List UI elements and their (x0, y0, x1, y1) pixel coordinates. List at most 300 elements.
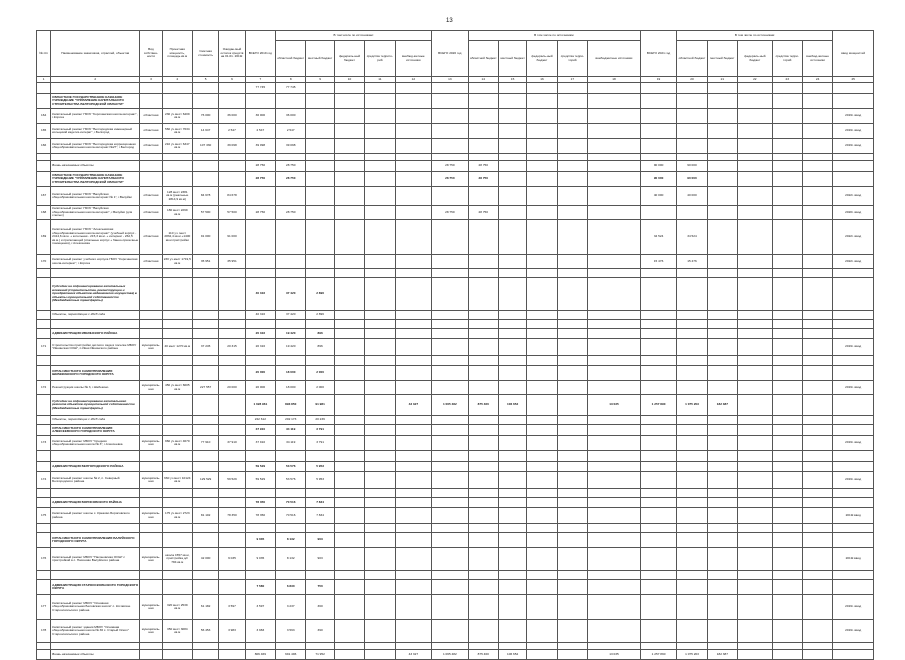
value-cell (498, 154, 526, 161)
object-name-cell: Вновь начинаемые объекты (51, 161, 140, 172)
row-number-cell (37, 83, 51, 94)
value-cell (306, 172, 334, 187)
value-cell (162, 451, 192, 462)
table-row (37, 381, 874, 395)
value-cell (276, 154, 306, 161)
value-cell (802, 339, 832, 356)
value-cell (334, 311, 364, 320)
value-cell (640, 206, 676, 220)
value-cell (588, 524, 641, 533)
table-row (37, 320, 874, 329)
value-cell (677, 498, 707, 508)
value-cell: 3 791 (306, 436, 334, 451)
value-cell (140, 489, 162, 498)
value-cell: 15 476 (677, 255, 707, 269)
value-cell (306, 356, 334, 366)
value-cell: 91 000 (192, 220, 218, 255)
value-cell: 7 580 (245, 580, 275, 595)
value-cell (395, 109, 432, 124)
col-header: внебюд-жетные источники (395, 41, 432, 77)
value-cell (802, 650, 832, 660)
value-cell (140, 154, 162, 161)
value-cell: муниципаль-ная (140, 595, 162, 620)
value-cell: 57 500 (192, 206, 218, 220)
table-row (37, 269, 874, 278)
value-cell: 20 315 (219, 339, 245, 356)
value-cell (219, 83, 245, 94)
value-cell: 37 910 (219, 436, 245, 451)
value-cell (802, 451, 832, 462)
value-cell (162, 462, 192, 472)
object-name-cell: ОРГАН МЕСТНОГО САМОУПРАВЛЕНИЯ ВАЛУЙСКОГО ГОРОДСКОГО ОКРУГА (51, 533, 140, 548)
value-cell: 893 850 (276, 395, 306, 416)
value-cell: 2019г. ввод (833, 109, 874, 124)
value-cell (395, 381, 432, 395)
value-cell (468, 451, 498, 462)
row-number-cell (37, 425, 51, 436)
value-cell (365, 524, 395, 533)
value-cell (365, 416, 395, 425)
value-cell (395, 462, 432, 472)
object-name-cell: Капитальный ремонт МБОУ "Основная общеобразовательная Беловская школа" с. Котовское Старооскольского района (51, 595, 140, 620)
value-cell (219, 366, 245, 381)
object-name-cell: Реконструкция школы № 3, г.Шебекино (51, 381, 140, 395)
value-cell (588, 595, 641, 620)
value-cell (833, 462, 874, 472)
value-cell (245, 451, 275, 462)
value-cell (395, 139, 432, 154)
value-cell (640, 489, 676, 498)
value-cell: 1 065 482 (432, 395, 468, 416)
value-cell (162, 269, 192, 278)
value-cell (802, 381, 832, 395)
value-cell (772, 462, 802, 472)
value-cell (738, 533, 772, 548)
value-cell (557, 395, 587, 416)
value-cell: 2019г.ввод (833, 508, 874, 524)
value-cell (772, 139, 802, 154)
value-cell: 2022г. ввод (833, 220, 874, 255)
value-cell (276, 643, 306, 650)
value-cell (468, 366, 498, 381)
value-cell: муниципаль-ная (140, 620, 162, 643)
value-cell (334, 161, 364, 172)
value-cell (395, 451, 432, 462)
value-cell (365, 109, 395, 124)
value-cell (833, 154, 874, 161)
value-cell: 1 065 482 (432, 650, 468, 660)
value-cell (738, 416, 772, 425)
value-cell (707, 366, 737, 381)
value-cell (527, 124, 557, 139)
value-cell (588, 109, 641, 124)
value-cell (527, 172, 557, 187)
value-cell: областная (140, 206, 162, 220)
table-row (37, 220, 874, 255)
value-cell (306, 206, 334, 220)
value-cell (833, 498, 874, 508)
value-cell: 20 316 (245, 339, 275, 356)
value-cell (219, 533, 245, 548)
value-cell (772, 620, 802, 643)
value-cell (432, 620, 468, 643)
value-cell (527, 278, 557, 311)
value-cell: областная (140, 187, 162, 206)
value-cell: 40 мест 1270 кв.м (162, 339, 192, 356)
value-cell (772, 269, 802, 278)
value-cell (772, 643, 802, 650)
value-cell (527, 620, 557, 643)
value-cell (245, 269, 275, 278)
value-cell (772, 595, 802, 620)
value-cell (140, 172, 162, 187)
row-number-cell: 176 (37, 548, 51, 571)
value-cell (677, 425, 707, 436)
table-row (37, 311, 874, 320)
value-cell (395, 124, 432, 139)
table-row (37, 329, 874, 339)
value-cell (498, 278, 526, 311)
value-cell (498, 489, 526, 498)
value-cell (395, 595, 432, 620)
value-cell (527, 187, 557, 206)
row-number-cell: 178 (37, 620, 51, 643)
object-name-cell (51, 356, 140, 366)
value-cell (772, 436, 802, 451)
value-cell: 2 000 (306, 381, 334, 395)
row-number-cell (37, 650, 51, 660)
value-cell (707, 498, 737, 508)
value-cell (772, 187, 802, 206)
value-cell (192, 498, 218, 508)
value-cell (772, 356, 802, 366)
value-cell (527, 255, 557, 269)
value-cell (833, 451, 874, 462)
object-name-cell (51, 451, 140, 462)
value-cell (833, 311, 874, 320)
value-cell (365, 269, 395, 278)
value-cell (498, 643, 526, 650)
value-cell (432, 451, 468, 462)
value-cell (245, 154, 275, 161)
value-cell (772, 498, 802, 508)
value-cell (527, 329, 557, 339)
value-cell (468, 269, 498, 278)
value-cell (802, 489, 832, 498)
value-cell (365, 489, 395, 498)
value-cell: 28 750 (432, 172, 468, 187)
value-cell (365, 498, 395, 508)
value-cell (498, 571, 526, 580)
value-cell (306, 320, 334, 329)
value-cell (395, 94, 432, 109)
value-cell (527, 643, 557, 650)
value-cell (588, 451, 641, 462)
value-cell: 180 мест 2299 кв.м (162, 206, 192, 220)
value-cell (677, 320, 707, 329)
value-cell (395, 187, 432, 206)
value-cell (802, 206, 832, 220)
value-cell (772, 524, 802, 533)
value-cell (498, 220, 526, 255)
col-header: местный бюджет (707, 41, 737, 77)
value-cell (802, 269, 832, 278)
value-cell (365, 154, 395, 161)
value-cell: 8 132 (276, 548, 306, 571)
value-cell (677, 329, 707, 339)
value-cell (140, 416, 162, 425)
value-cell (432, 472, 468, 489)
value-cell (640, 508, 676, 524)
value-cell (707, 220, 737, 255)
value-cell (140, 356, 162, 366)
value-cell (707, 320, 737, 329)
value-cell (468, 524, 498, 533)
value-cell: 9 035 (245, 533, 275, 548)
value-cell (219, 416, 245, 425)
col-header: средства терри-торий (557, 41, 587, 77)
value-cell: 2022г. ввод (833, 255, 874, 269)
value-cell (162, 524, 192, 533)
value-cell (334, 356, 364, 366)
value-cell (219, 498, 245, 508)
value-cell (802, 416, 832, 425)
value-cell (802, 524, 832, 533)
value-cell (395, 425, 432, 436)
value-cell (802, 472, 832, 489)
value-cell (245, 489, 275, 498)
value-cell (802, 498, 832, 508)
row-number-cell (37, 278, 51, 311)
table-row (37, 524, 874, 533)
value-cell (738, 508, 772, 524)
value-cell: 350 мест 3084 кв.м (162, 620, 192, 643)
value-cell (245, 356, 275, 366)
value-cell: 90 000 (640, 172, 676, 187)
value-cell (738, 172, 772, 187)
value-cell (334, 220, 364, 255)
value-cell (498, 580, 526, 595)
value-cell (802, 366, 832, 381)
value-cell (772, 395, 802, 416)
value-cell (276, 187, 306, 206)
value-cell (738, 395, 772, 416)
value-cell (833, 161, 874, 172)
value-cell (432, 220, 468, 255)
value-cell (677, 109, 707, 124)
value-cell (219, 643, 245, 650)
group-header-2021: В том числе по источникам: (677, 31, 833, 41)
value-cell (395, 533, 432, 548)
value-cell (365, 278, 395, 311)
value-cell (140, 498, 162, 508)
value-cell (527, 650, 557, 660)
value-cell (365, 620, 395, 643)
value-cell (738, 643, 772, 650)
value-cell (365, 356, 395, 366)
value-cell (833, 643, 874, 650)
value-cell (468, 416, 498, 425)
value-cell (677, 472, 707, 489)
value-cell: 36 000 (276, 109, 306, 124)
value-cell (557, 580, 587, 595)
value-cell: 28 750 (276, 161, 306, 172)
value-cell (772, 329, 802, 339)
value-cell (365, 161, 395, 172)
value-cell: 3 593 (276, 620, 306, 643)
value-cell: 2 547 (245, 124, 275, 139)
table-row (37, 489, 874, 498)
column-number: 24 (802, 77, 832, 83)
value-cell (677, 524, 707, 533)
value-cell (432, 278, 468, 311)
value-cell (588, 366, 641, 381)
value-cell (557, 595, 587, 620)
value-cell (395, 472, 432, 489)
value-cell (640, 498, 676, 508)
value-cell: 222 612 (245, 416, 275, 425)
row-number-cell (37, 329, 51, 339)
value-cell (738, 548, 772, 571)
value-cell: 320 мест 2539 кв.м (162, 595, 192, 620)
table-row (37, 206, 874, 220)
row-number-cell: 175 (37, 508, 51, 524)
value-cell (707, 416, 737, 425)
value-cell (395, 255, 432, 269)
object-name-cell: Капитальный ремонт школы № 2, п. Северный Белгородского района (51, 472, 140, 489)
value-cell (588, 139, 641, 154)
value-cell (162, 416, 192, 425)
value-cell (707, 339, 737, 356)
value-cell (365, 643, 395, 650)
value-cell: 3 237 (276, 595, 306, 620)
value-cell (365, 311, 395, 320)
value-cell (557, 620, 587, 643)
table-row (37, 339, 874, 356)
value-cell (498, 356, 526, 366)
value-cell (162, 425, 192, 436)
value-cell (588, 462, 641, 472)
value-cell (395, 643, 432, 650)
value-cell (365, 462, 395, 472)
value-cell (738, 269, 772, 278)
value-cell: 106 652 (498, 395, 526, 416)
value-cell (677, 278, 707, 311)
value-cell (677, 154, 707, 161)
value-cell (527, 154, 557, 161)
value-cell (498, 320, 526, 329)
value-cell (677, 595, 707, 620)
value-cell (192, 320, 218, 329)
investment-table (36, 30, 874, 660)
value-cell (365, 83, 395, 94)
value-cell (557, 220, 587, 255)
value-cell (306, 124, 334, 139)
value-cell (772, 508, 802, 524)
value-cell (432, 94, 468, 109)
value-cell (557, 498, 587, 508)
value-cell (640, 329, 676, 339)
value-cell (365, 381, 395, 395)
value-cell (276, 269, 306, 278)
value-cell (498, 206, 526, 220)
value-cell: 2019г. ввод (833, 472, 874, 489)
col-header: ВСЕГО 2019 год (245, 31, 275, 77)
value-cell (245, 187, 275, 206)
value-cell (707, 462, 737, 472)
value-cell (245, 255, 275, 269)
value-cell (738, 220, 772, 255)
value-cell (498, 83, 526, 94)
col-header: ввод мощностей (833, 31, 874, 77)
value-cell (707, 269, 737, 278)
value-cell (527, 571, 557, 580)
value-cell (468, 94, 498, 109)
value-cell (557, 381, 587, 395)
value-cell (468, 498, 498, 508)
object-name-cell: АДМИНИСТРАЦИЯ БОРИСОВСКОГО РАЙОНА (51, 498, 140, 508)
value-cell (588, 356, 641, 366)
table-row (37, 416, 874, 425)
value-cell (557, 187, 587, 206)
value-cell: 560 уч.мест 7634 кв.м (162, 124, 192, 139)
row-number-cell (37, 356, 51, 366)
value-cell: 37 420 (276, 278, 306, 311)
value-cell: муниципаль-ная (140, 472, 162, 489)
value-cell: муниципаль-ная (140, 508, 162, 524)
value-cell (772, 109, 802, 124)
value-cell (365, 320, 395, 329)
value-cell (640, 462, 676, 472)
value-cell (395, 416, 432, 425)
value-cell: 35 951 (219, 255, 245, 269)
object-name-cell: Капитальный ремонт ГБОУ "Алексеевская общеобразовательная школа-интернат" (учебный корпус - 2414,6 кв.м. + котельная - 215,3 кв.м. + интернат - 262,5 кв.м.) и прилегающей (спальные корпус + банно-прачечные помещения), г.Алексеевка (51, 220, 140, 255)
value-cell (527, 94, 557, 109)
value-cell: 36 000 (245, 109, 275, 124)
page-number: 13 (446, 18, 453, 24)
value-cell (140, 650, 162, 660)
value-cell: 15 476 (640, 255, 676, 269)
value-cell (527, 356, 557, 366)
value-cell: 2019г. ввод (833, 124, 874, 139)
value-cell (640, 381, 676, 395)
value-cell (833, 580, 874, 595)
object-name-cell: Капитальный ремонт здания МБОУ "Основная общеобразовательная школа № 36 с. Старый Оскол" Старооскольского района (51, 620, 140, 643)
column-number: 7 (245, 77, 275, 83)
value-cell (468, 580, 498, 595)
table-row (37, 498, 874, 508)
col-header: № п/п (37, 31, 51, 77)
row-number-cell (37, 320, 51, 329)
value-cell (557, 643, 587, 650)
value-cell (162, 489, 192, 498)
value-cell (162, 366, 192, 381)
value-cell (334, 329, 364, 339)
value-cell (802, 462, 832, 472)
col-header: федераль-ный бюджет (527, 41, 557, 77)
value-cell: 1 075 203 (677, 395, 707, 416)
value-cell (772, 451, 802, 462)
row-number-cell (37, 311, 51, 320)
value-cell (738, 650, 772, 660)
value-cell (140, 580, 162, 595)
value-cell (245, 220, 275, 255)
value-cell (192, 489, 218, 498)
value-cell (140, 395, 162, 416)
value-cell (738, 255, 772, 269)
value-cell (498, 416, 526, 425)
value-cell (162, 320, 192, 329)
